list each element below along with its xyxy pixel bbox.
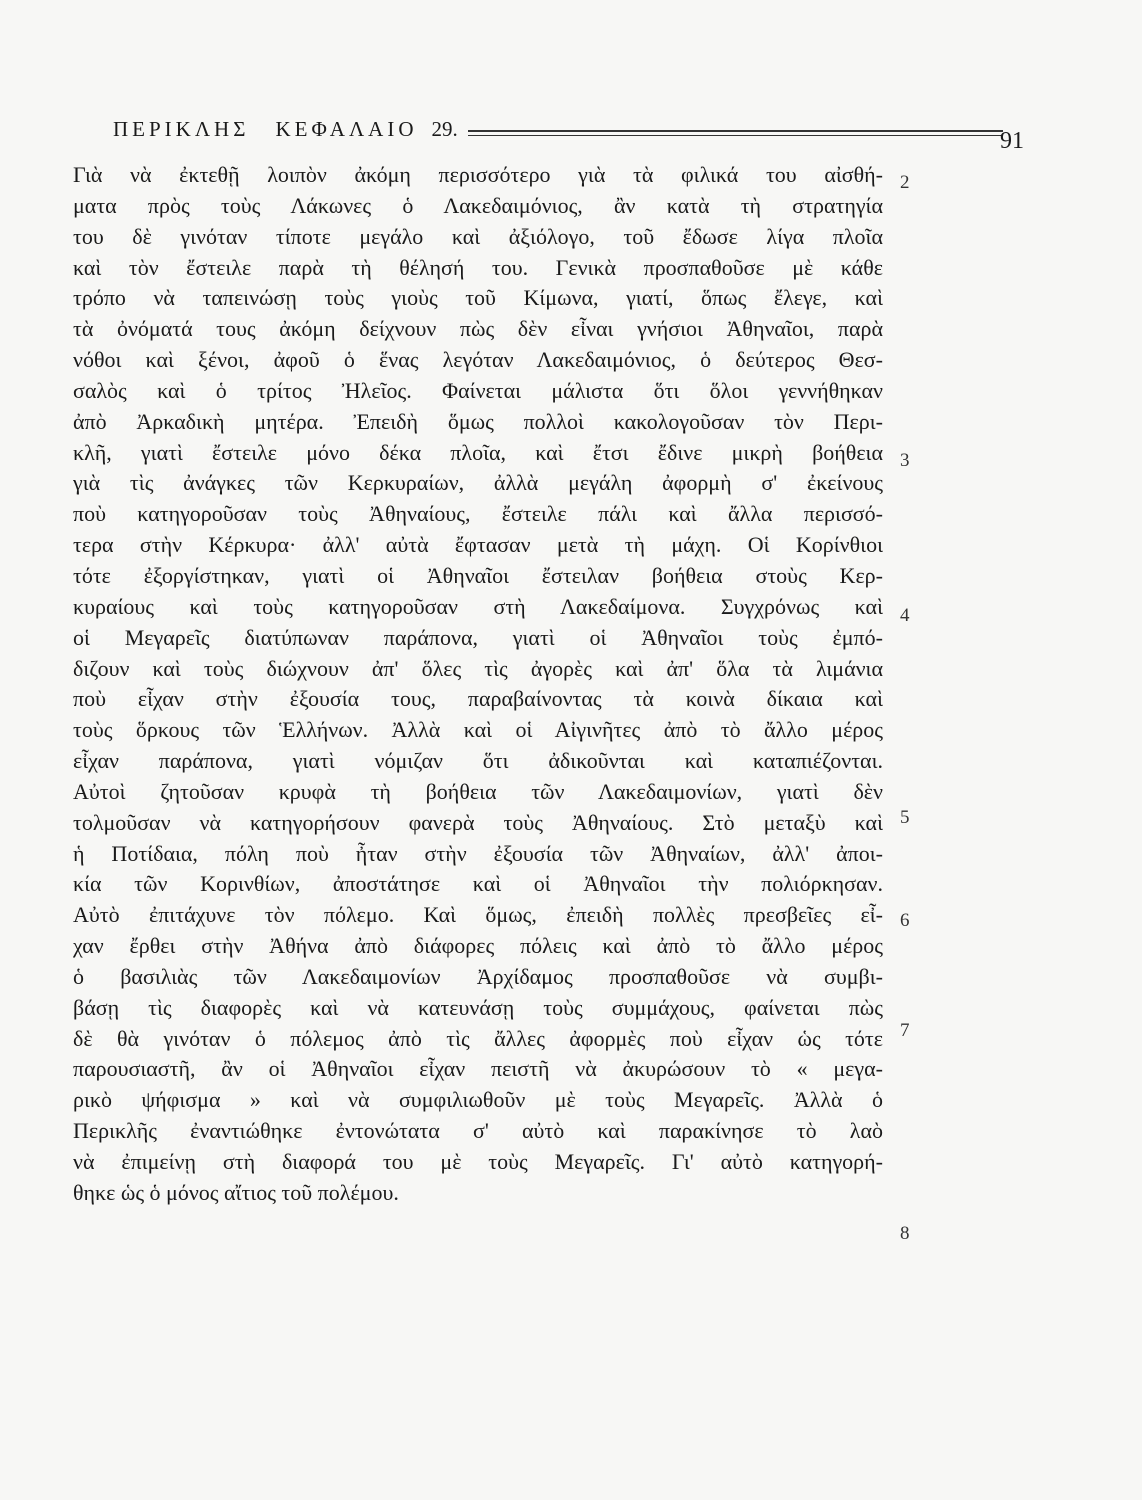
text-line: Περικλῆς ἐναντιώθηκε ἐντονώτατα σ' αὐτὸ καὶ παρακίνησε τὸ λαὸ: [73, 1118, 883, 1144]
body-text: [73, 160, 883, 1209]
text-line: καὶ τὸν ἔστειλε παρὰ τὴ θέλησή του. Γενικὰ προσπαθοῦσε μὲ κάθε: [73, 254, 883, 280]
text-line: Αὐτοὶ ζητοῦσαν κρυφὰ τὴ βοήθεια τῶν Λακεδαιμονίων, γιατὶ δὲν: [73, 778, 883, 804]
text-line: ἡ Ποτίδαια, πόλη ποὺ ἦταν στὴν ἐξουσία τῶν Ἀθηναίων, ἀλλ' ἀποι-: [73, 840, 883, 866]
header-rule: [468, 130, 1003, 136]
margin-section-number: 5: [900, 807, 910, 828]
text-line: τοὺς ὅρκους τῶν Ἑλλήνων. Ἀλλὰ καὶ οἱ Αἰγινῆτες ἀπὸ τὸ ἄλλο μέρος: [73, 717, 883, 743]
margin-section-number: 4: [900, 605, 910, 626]
text-line: τότε ἐξοργίστηκαν, γιατὶ οἱ Ἀθηναῖοι ἔστειλαν βοήθεια στοὺς Κερ-: [73, 562, 883, 588]
text-line: τερα στὴν Κέρκυρα· ἀλλ' αὐτὰ ἔφτασαν μετὰ τὴ μάχη. Οἱ Κορίνθιοι: [73, 532, 883, 558]
text-line: τρόπο νὰ ταπεινώσῃ τοὺς γιοὺς τοῦ Κίμωνα, γιατί, ὅπως ἔλεγε, καὶ: [73, 285, 883, 311]
text-line: δὲ θὰ γινόταν ὁ πόλεμος ἀπὸ τὶς ἄλλες ἀφορμὲς ποὺ εἶχαν ὡς τότε: [73, 1025, 883, 1051]
header-title: ΠΕΡΙΚΛΗΣ: [113, 116, 250, 141]
page-number: 91: [1000, 128, 1024, 154]
margin-section-number: 2: [900, 172, 910, 193]
text-line: τὰ ὀνόματά τους ἀκόμη δείχνουν πὼς δὲν εἶναι γνήσιοι Ἀθηναῖοι, παρὰ: [73, 316, 883, 342]
text-line: παρουσιαστῆ, ἂν οἱ Ἀθηναῖοι εἶχαν πειστῆ νὰ ἀκυρώσουν τὸ « μεγα-: [73, 1056, 883, 1082]
text-line: κλῆ, γιατὶ ἔστειλε μόνο δέκα πλοῖα, καὶ ἔτσι ἔδινε μικρὴ βοήθεια: [73, 439, 883, 465]
text-line: ματα πρὸς τοὺς Λάκωνες ὁ Λακεδαιμόνιος, ἂν κατὰ τὴ στρατηγία: [73, 192, 883, 218]
text-line: Αὐτὸ ἐπιτάχυνε τὸν πόλεμο. Καὶ ὅμως, ἐπειδὴ πολλὲς πρεσβεῖες εἶ-: [73, 902, 883, 928]
text-line: βάσῃ τὶς διαφορὲς καὶ νὰ κατευνάσῃ τοὺς συμμάχους, φαίνεται πὼς: [73, 994, 883, 1020]
margin-section-number: 7: [900, 1020, 910, 1041]
text-line: διζουν καὶ τοὺς διώχνουν ἀπ' ὅλες τὶς ἀγορὲς καὶ ἀπ' ὅλα τὰ λιμάνια: [73, 655, 883, 681]
text-line: Γιὰ νὰ ἐκτεθῇ λοιπὸν ἀκόμη περισσότερο γιὰ τὰ φιλικά του αἰσθή-: [73, 162, 883, 187]
text-line: κία τῶν Κορινθίων, ἀποστάτησε καὶ οἱ Ἀθηναῖοι τὴν πολιόρκησαν.: [73, 871, 883, 897]
header-chapter-label: ΚΕΦΑΛΑΙΟ: [275, 116, 418, 141]
header-chapter-number: 29.: [431, 116, 458, 141]
text-line: ὁ βασιλιὰς τῶν Λακεδαιμονίων Ἀρχίδαμος προσπαθοῦσε νὰ συμβι-: [73, 963, 883, 989]
text-line: τολμοῦσαν νὰ κατηγορήσουν φανερὰ τοὺς Ἀθηναίους. Στὸ μεταξὺ καὶ: [73, 809, 883, 835]
text-line: σαλὸς καὶ ὁ τρίτος Ἠλεῖος. Φαίνεται μάλιστα ὅτι ὅλοι γεννήθηκαν: [73, 377, 883, 403]
text-line: θηκε ὡς ὁ μόνος αἴτιος τοῦ πολέμου.: [73, 1179, 399, 1205]
text-line: ποὺ κατηγοροῦσαν τοὺς Ἀθηναίους, ἔστειλε πάλι καὶ ἄλλα περισσό-: [73, 501, 883, 527]
text-line: κυραίους καὶ τοὺς κατηγοροῦσαν στὴ Λακεδαίμονα. Συγχρόνως καὶ: [73, 593, 883, 619]
text-line: οἱ Μεγαρεῖς διατύπωναν παράπονα, γιατὶ οἱ Ἀθηναῖοι τοὺς ἐμπό-: [73, 624, 883, 650]
text-line: εἶχαν παράπονα, γιατὶ νόμιζαν ὅτι ἀδικοῦνται καὶ καταπιέζονται.: [73, 748, 883, 774]
margin-section-number: 6: [900, 910, 910, 931]
text-line: νόθοι καὶ ξένοι, ἀφοῦ ὁ ἕνας λεγόταν Λακεδαιμόνιος, ὁ δεύτερος Θεσ-: [73, 347, 883, 373]
text-line: νὰ ἐπιμείνῃ στὴ διαφορά του μὲ τοὺς Μεγαρεῖς. Γι' αὐτὸ κατηγορή-: [73, 1149, 883, 1174]
running-header: [113, 112, 1003, 146]
text-line: χαν ἔρθει στὴν Ἀθήνα ἀπὸ διάφορες πόλεις καὶ ἀπὸ τὸ ἄλλο μέρος: [73, 933, 883, 959]
text-line: γιὰ τὶς ἀνάγκες τῶν Κερκυραίων, ἀλλὰ μεγάλη ἀφορμὴ σ' ἐκείνους: [73, 470, 883, 496]
text-line: ρικὸ ψήφισμα » καὶ νὰ συμφιλιωθοῦν μὲ τοὺς Μεγαρεῖς. Ἀλλὰ ὁ: [73, 1087, 883, 1113]
margin-section-number: 8: [900, 1223, 910, 1244]
margin-section-number: 3: [900, 450, 910, 471]
text-line: του δὲ γινόταν τίποτε μεγάλο καὶ ἀξιόλογο, τοῦ ἔδωσε λίγα πλοῖα: [73, 223, 883, 249]
text-line: ποὺ εἶχαν στὴν ἐξουσία τους, παραβαίνοντας τὰ κοινὰ δίκαια καὶ: [73, 686, 883, 712]
text-line: ἀπὸ Ἀρκαδικὴ μητέρα. Ἐπειδὴ ὅμως πολλοὶ κακολογοῦσαν τὸν Περι-: [73, 408, 883, 434]
